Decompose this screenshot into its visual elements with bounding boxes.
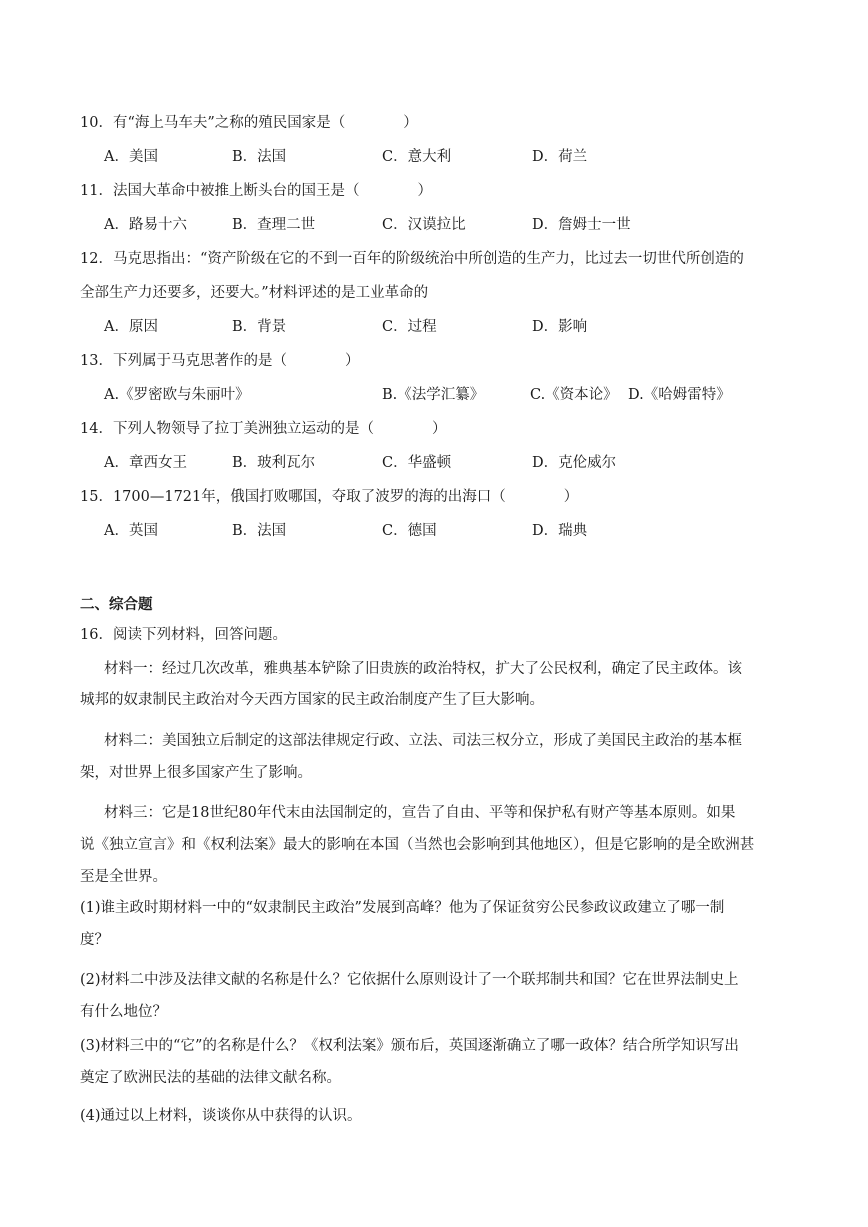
- question-15-option-a: A．英国: [104, 523, 158, 539]
- sub-question-3-line-1: (3)材料三中的“它”的名称是什么？《权利法案》颁布后，英国逐渐确立了哪一政体？结合所学知识写出: [80, 1038, 739, 1054]
- question-11-option-b: B．查理二世: [232, 217, 316, 233]
- sub-question-4: (4)通过以上材料，谈谈你从中获得的认识。: [80, 1108, 362, 1124]
- material-1-line-2: 城邦的奴隶制民主政治对今天西方国家的民主政治制度产生了巨大影响。: [80, 692, 544, 708]
- question-10-stem: 10．有“海上马车夫”之称的殖民国家是（ ）: [80, 115, 418, 131]
- question-12-option-d: D．影响: [532, 319, 588, 335]
- sub-question-1-line-2: 度？: [80, 932, 109, 948]
- material-1-line-1: 材料一：经过几次改革，雅典基本铲除了旧贵族的政治特权，扩大了公民权利，确定了民主政体。该: [104, 661, 742, 677]
- question-10-option-d: D．荷兰: [532, 149, 588, 165]
- material-3-line-3: 至是全世界。: [80, 869, 167, 885]
- question-16-stem: 16．阅读下列材料，回答问题。: [80, 627, 287, 643]
- question-14-option-a: A．章西女王: [104, 455, 187, 471]
- question-14-option-d: D．克伦威尔: [532, 455, 617, 471]
- question-11-option-a: A．路易十六: [104, 217, 187, 233]
- section-heading: 二、综合题: [80, 597, 153, 613]
- question-10-option-c: C．意大利: [382, 149, 452, 165]
- question-13-option-d: D.《哈姆雷特》: [628, 387, 731, 403]
- question-11-option-c: C．汉谟拉比: [382, 217, 466, 233]
- question-12-option-b: B．背景: [232, 319, 287, 335]
- sub-question-1-line-1: (1)谁主政时期材料一中的“奴隶制民主政治”发展到高峰？他为了保证贫穷公民参政议政建立了哪一制: [80, 900, 725, 916]
- question-10-option-b: B．法国: [232, 149, 287, 165]
- material-3-line-1: 材料三：它是18世纪80年代末由法国制定的，宣告了自由、平等和保护私有财产等基本原则。如果: [104, 805, 736, 821]
- material-3-line-2: 说《独立宣言》和《权利法案》最大的影响在本国（当然也会影响到其他地区），但是它影响的是全欧洲甚: [80, 837, 755, 853]
- question-13-stem: 13．下列属于马克思著作的是（ ）: [80, 353, 360, 369]
- question-12-option-a: A．原因: [104, 319, 158, 335]
- sub-question-2-line-2: 有什么地位？: [80, 1004, 167, 1020]
- question-11-stem: 11．法国大革命中被推上断头台的国王是（ ）: [80, 183, 432, 199]
- question-14-option-b: B．玻利瓦尔: [232, 455, 316, 471]
- question-13-option-a: A.《罗密欧与朱丽叶》: [104, 387, 250, 403]
- question-15-option-d: D．瑞典: [532, 523, 588, 539]
- sub-question-2-line-1: (2)材料二中涉及法律文献的名称是什么？它依据什么原则设计了一个联邦制共和国？它在世界法制史上: [80, 972, 739, 988]
- question-14-option-c: C．华盛顿: [382, 455, 452, 471]
- material-2-line-1: 材料二：美国独立后制定的这部法律规定行政、立法、司法三权分立，形成了美国民主政治的基本框: [104, 733, 742, 749]
- question-13-option-b: B.《法学汇纂》: [382, 387, 485, 403]
- question-14-stem: 14．下列人物领导了拉丁美洲独立运动的是（ ）: [80, 421, 447, 437]
- question-15-option-c: C．德国: [382, 523, 437, 539]
- material-2-line-2: 架，对世界上很多国家产生了影响。: [80, 765, 312, 781]
- question-12-stem-line-1: 12．马克思指出：“资产阶级在它的不到一百年的阶级统治中所创造的生产力，比过去一切世代所创造的: [80, 251, 744, 267]
- question-12-stem-line-2: 全部生产力还要多，还要大。”材料评述的是工业革命的: [80, 285, 429, 301]
- sub-question-3-line-2: 奠定了欧洲民法的基础的法律文献名称。: [80, 1070, 341, 1086]
- question-11-option-d: D．詹姆士一世: [532, 217, 631, 233]
- question-12-option-c: C．过程: [382, 319, 437, 335]
- question-13-option-c: C.《资本论》: [530, 387, 618, 403]
- question-15-stem: 15．1700—1721年，俄国打败哪国，夺取了波罗的海的出海口（ ）: [80, 489, 579, 505]
- question-15-option-b: B．法国: [232, 523, 287, 539]
- question-10-option-a: A．美国: [104, 149, 158, 165]
